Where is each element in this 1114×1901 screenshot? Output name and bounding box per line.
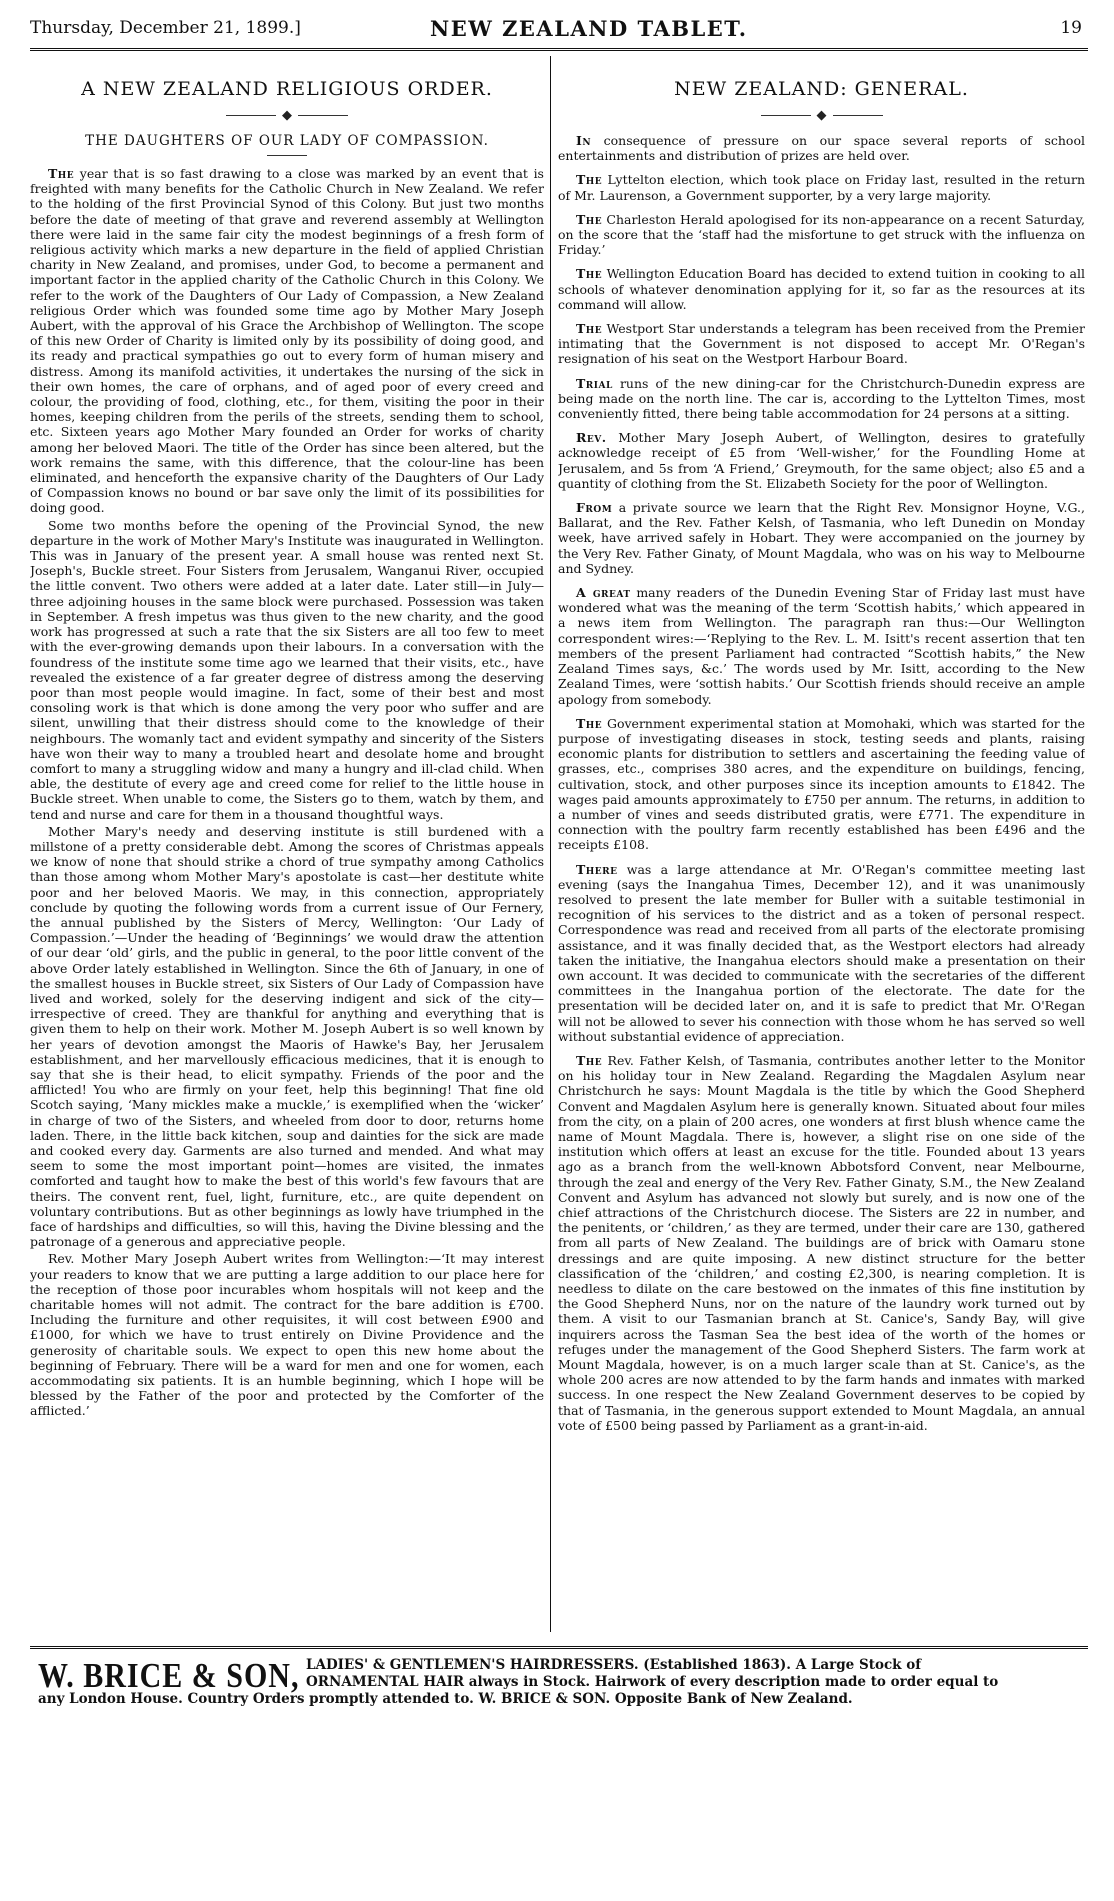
news-text: Lyttelton election, which took place on Friday last, resulted in the return of Mr. Laurenson, a Government supporter, by a very large majority.	[558, 172, 1085, 203]
news-text: Mother Mary Joseph Aubert, of Wellington, desires to gratefully acknowledge receipt of £5 from ‘Well-wisher,’ for the Foundling Home at Jerusalem, and 5s from ‘A Friend,’ Greymouth, for the same object; also £5 and a quantity of clothing from the St. Elizabeth Society for the poor of Wellington.	[558, 430, 1085, 491]
article-title: A NEW ZEALAND RELIGIOUS ORDER.	[81, 78, 493, 100]
ornament-divider: ◆	[30, 108, 544, 123]
right-column	[558, 60, 1085, 1630]
news-text: was a large attendance at Mr. O'Regan's committee meeting last evening (says the Inangahua Times, December 12), and it was unanimously resolved to present the late member for Buller with a suitable testimonial in recognition of his services to the district and as a token of personal respect. Correspondence was read and received from all parts of the electorate promising assistance, and it was finally decided that, as the Westport electors had already taken the initiative, the Inangahua electors should make a presentation on their own account. It was decided to communicate with the secretaries of the different committees in the Inangahua portion of the electorate. The date for the presentation will be decided later on, and it is safe to predict that Mr. O'Regan will not be allowed to sever his connection with those whom he has served so well without substantial evidence of appreciation.	[558, 861, 1085, 1044]
lead-word: A great	[576, 585, 631, 601]
news-text: Westport Star understands a telegram has been received from the Premier intimating that the Government is not disposed to accept Mr. O'Regan's resignation of his seat on the Westport Harbour Board.	[558, 321, 1085, 367]
news-text: runs of the new dining-car for the Christchurch-Dunedin express are being made on the north line. The car is, according to the Lyttelton Times, most conveniently fitted, there being table accommodation for 24 persons at a sitting.	[558, 375, 1085, 422]
news-items	[558, 133, 1085, 1433]
advert-line: LADIES' & GENTLEMEN'S HAIRDRESSERS. (Established 1863). A Large Stock of	[306, 1657, 922, 1673]
news-item	[558, 321, 1085, 367]
lead-word: In	[576, 133, 592, 148]
news-text: many readers of the Dunedin Evening Star of Friday last must have wondered what was the meaning of the term ‘Scottish habits,’ which appeared in a news item from Wellington. The paragraph ran thus:—Our Wellington correspondent wires:—‘Replying to the Rev. L. M. Isitt's recent assertion that ten members of the present Parliament had contracted “Scottish habits,” the New Zealand Times says, &c.’ The words used by Mr. Isitt, according to the New Zealand Times, were ‘sottish habits.’ Our Scottish friends should receive an ample apology from somebody.	[558, 585, 1085, 707]
news-item	[558, 585, 1085, 707]
column-rule	[550, 56, 551, 1632]
lead-word: Trial	[576, 375, 613, 391]
news-item	[558, 376, 1085, 422]
lead-word: The	[576, 266, 603, 282]
article-subtitle: THE DAUGHTERS OF OUR LADY OF COMPASSION.	[85, 133, 489, 149]
short-rule	[267, 155, 307, 156]
news-item	[558, 430, 1085, 491]
article-paragraph: Some two months before the opening of the Provincial Synod, the new departure in the work of Mother Mary's Institute was inaugurated in Wellington. This was in January of the present year. A small house was rented next St. Joseph's, Buckle street. Four Sisters from Jerusalem, Wanganui River, occupied the little convent. Two others were added at a later date. Later still—in July—three adjoining houses in the same block were purchased. Possession was taken in September. A fresh impetus was thus given to the new charity, and the good work has progressed at such a rate that the six Sisters are all too few to meet with the ever-growing demands upon their labours. In a conversation with the foundress of the institute some time ago we learned that their visits, etc., have revealed the existence of a far greater degree of distress among the deserving poor than most people would imagine. In fact, some of their best and most consoling work is that which is done among the very poor who suffer and are silent, unwilling that their distress should come to the knowledge of their neighbours. The womanly tact and evident sympathy and sincerity of the Sisters have won their way to many a troubled heart and desolate home and brought comfort to many a struggling widow and many a hungry and ill-clad child. When able, the destitute of every age and creed come for relief to the little house in Buckle street. When unable to come, the Sisters go to them, watch by them, and tend and nurse and care for them in a thousand thoughtful ways.	[30, 517, 544, 822]
page-number: 19	[1060, 18, 1082, 38]
news-text: Rev. Father Kelsh, of Tasmania, contributes another letter to the Monitor on his holiday tour in New Zealand. Regarding the Magdalen Asylum near Christchurch he says: Mount Magdala is the title by which the Good Shepherd Convent and Magdalen Asylum here is generally known. Situated about four miles from the city, on a plain of 200 acres, one wonders at first blush whence came the name of Mount Magdala. There is, however, a slight rise on one side of the institution which offers at least an excuse for the title. Founded about 13 years ago as a branch from the well-known Abbotsford Convent, near Melbourne, through the zeal and energy of the Very Rev. Father Ginaty, S.M., the New Zealand Convent and Asylum has advanced not slowly but surely, and is now one of the chief attractions of the Christchurch diocese. The Sisters are 22 in number, and the penitents, or ‘children,’ as they are termed, under their care are 130, gathered from all parts of New Zealand. The buildings are of brick with Oamaru stone dressings and are quite imposing. A new distinct structure for the better classification of the ‘children,’ and costing £2,300, is nearing completion. It is needless to dilate on the care bestowed on the inmates of this fine institution by the Good Shepherd Nuns, nor on the nature of the laundry work turned out by them. A visit to our Tasmanian branch at St. Canice's, Sandy Bay, will give inquirers across the Tasman Sea the best idea of the worth of the homes or refuges under the management of the Good Shepherd Sisters. The farm work at Mount Magdala, however, is on a much larger scale than at St. Canice's, as the whole 200 acres are now attended to by the farm hands and inmates with marked success. In one respect the New Zealand Government deserves to be copied by that of Tasmania, in the generous support extended to Mount Magdala, an annual vote of £500 being passed by Parliament as a grant-in-aid.	[558, 1052, 1085, 1433]
lead-word: The	[48, 166, 75, 181]
news-item	[558, 1053, 1085, 1433]
news-text: Wellington Education Board has decided to extend tuition in cooking to all schools of whatever denomination applying for it, so far as the resources at its command will allow.	[558, 266, 1085, 312]
article-paragraph: Rev. Mother Mary Joseph Aubert writes from Wellington:—‘It may interest your readers to know that we are putting a large addition to our place here for the reception of those poor incurables whom hospitals will not keep and the charitable homes will not admit. The contract for the bare addition is £700. Including the furniture and other requisites, it will cost between £900 and £1000, for which we have to trust entirely on Divine Providence and the generosity of charitable souls. We expect to open this new home about the beginning of February. There will be a ward for men and one for women, each accommodating six patients. It is an humble beginning, which I hope will be blessed by the Father of the poor and protected by the Comforter of the afflicted.’	[30, 1251, 544, 1419]
masthead-title: NEW ZEALAND TABLET.	[430, 16, 748, 41]
paragraph-text: year that is so fast drawing to a close was marked by an event that is freighted with many benefits for the Catholic Church in New Zealand. We refer to the holding of the first Provincial Synod of this Colony. But just two months before the date of meeting of that grave and reverend assembly at Wellington there were laid in the same fair city the modest beginnings of a fresh form of religious activity which marks a new departure in the field of applied Christian charity in New Zealand, and promises, under God, to become a permanent and important factor in the applied charity of the Catholic Church in this Colony. We refer to the work of the Daughters of Our Lady of Compassion, a New Zealand religious Order which was founded some time ago by Mother Mary Joseph Aubert, with the approval of his Grace the Archbishop of Wellington. The scope of this new Order of Charity is limited only by its possibility of doing good, and its ready and practical sympathies go out to every form of human misery and distress. Among its manifold activities, it undertakes the nursing of the sick in their own homes, the care of orphans, and of aged poor of every creed and colour, the providing of food, clothing, etc., for them, visiting the poor in their homes, keeping children from the perils of the streets, sending them to school, etc. Sixteen years ago Mother Mary founded an Order for works of charity among her beloved Maori. The title of the Order has since been altered, but the work remains the same, with this difference, that the colour-line has been eliminated, and henceforth the expansive charity of the Daughters of Our Lady of Compassion knows no bound or bar save only the limit of its possibilities for doing good.	[30, 166, 544, 516]
lead-word: The	[576, 321, 603, 337]
masthead	[30, 14, 1088, 51]
news-item	[558, 716, 1085, 853]
news-text: Charleston Herald apologised for its non-appearance on a recent Saturday, on the score that the ‘staff had the misfortune to get struck with the influenza on Friday.’	[558, 211, 1085, 258]
lead-word: Rev.	[576, 430, 607, 446]
newspaper-page	[30, 14, 1088, 1892]
article-paragraph	[30, 166, 544, 516]
news-item	[558, 212, 1085, 258]
ornament-divider: ◆	[558, 108, 1085, 123]
news-item	[558, 266, 1085, 312]
advert-firm-name: W. BRICE & SON,	[38, 1657, 300, 1695]
news-text: a private source we learn that the Right Rev. Monsignor Hoyne, V.G., Ballarat, and the Rev. Father Kelsh, of Tasmania, who left Dunedin on Monday week, have arrived safely in Hobart. They were accompanied on the journey by the Very Rev. Father Ginaty, of Mount Magdala, who was on his way to Melbourne and Sydney.	[558, 500, 1085, 576]
article-paragraph: Mother Mary's needy and deserving institute is still burdened with a millstone of a pretty considerable debt. Among the scores of Christmas appeals we know of none that should strike a chord of true sympathy among Catholics than those among whom Mother Mary's apostolate is cast—her destitute white poor and her beloved Maoris. We may, in this connection, appropriately conclude by quoting the following words from a current issue of Our Fernery, the annual published by the Sisters of Mercy, Wellington: ‘Our Lady of Compassion.’—Under the heading of ‘Beginnings’ we would draw the attention of our dear ‘old’ girls, and the public in general, to the poor little convent of the above Order lately established in Wellington. Since the 6th of January, in one of the smallest houses in Buckle street, six Sisters of Our Lady of Compassion have lived and worked, solely for the deserving indigent and sick of the city—irrespective of creed. They are thankful for anything and everything that is given them to help on their work. Mother M. Joseph Aubert is so well known by her years of devotion amongst the Maoris of Hawke's Bay, her Jerusalem establishment, and her marvellously efficacious medicines, that it is enough to say that she is their head, to elicit sympathy. Friends of the poor and the afflicted! You who are firmly on your feet, help this beginning! That fine old Scotch saying, ‘Many mickles make a muckle,’ is exemplified when the ‘wicker’ in charge of two of the Sisters, and wheeled from door to door, returns home laden. There, in the little back kitchen, soup and dainties for the sick are made and cooked every day. Garments are also turned and mended. And what may seem to some the most important point—homes are visited, the inmates comforted and taught how to make the best of this world's few favours that are theirs. The convent rent, fuel, light, furniture, etc., are quite dependent on voluntary contributions. But as other beginnings as lowly have triumphed in the face of hardships and difficulties, so will this, having the Divine blessing and the patronage of a generous and appreciative people.	[30, 823, 544, 1250]
news-item	[558, 862, 1085, 1044]
news-item	[558, 133, 1085, 163]
left-column	[30, 60, 544, 1630]
advert-line: ORNAMENTAL HAIR always in Stock. Hairwork of every description made to order equal to	[306, 1674, 999, 1690]
news-item	[558, 172, 1085, 202]
lead-word: The	[576, 1052, 603, 1068]
section-title: NEW ZEALAND: GENERAL.	[674, 78, 969, 100]
news-text: consequence of pressure on our space several reports of school entertainments and distribution of prizes are held over.	[558, 133, 1085, 164]
lead-word: The	[576, 211, 603, 227]
advertisement	[30, 1646, 1088, 1709]
lead-word: The	[576, 715, 603, 731]
lead-word: The	[576, 172, 603, 188]
lead-word: From	[576, 500, 613, 516]
advert-line: any London House. Country Orders promptly attended to. W. BRICE & SON. Opposite Bank of New Zealand.	[38, 1691, 853, 1707]
masthead-date: Thursday, December 21, 1899.]	[30, 18, 301, 38]
news-text: Government experimental station at Momohaki, which was started for the purpose of investigating diseases in stock, testing seeds and plants, raising economic plants for distribution to settlers and ascertaining the feeding value of grasses, etc., comprises 380 acres, and the expenditure on buildings, fencing, cultivation, stock, and other purposes since its inception amounts to £1842. The wages paid amounts approximately to £750 per annum. The returns, in addition to a number of vines and seeds distributed gratis, were £771. The expenditure in connection with the poultry farm recently established has been £496 and the receipts £108.	[558, 715, 1085, 853]
lead-word: There	[576, 861, 618, 877]
news-item	[558, 500, 1085, 576]
